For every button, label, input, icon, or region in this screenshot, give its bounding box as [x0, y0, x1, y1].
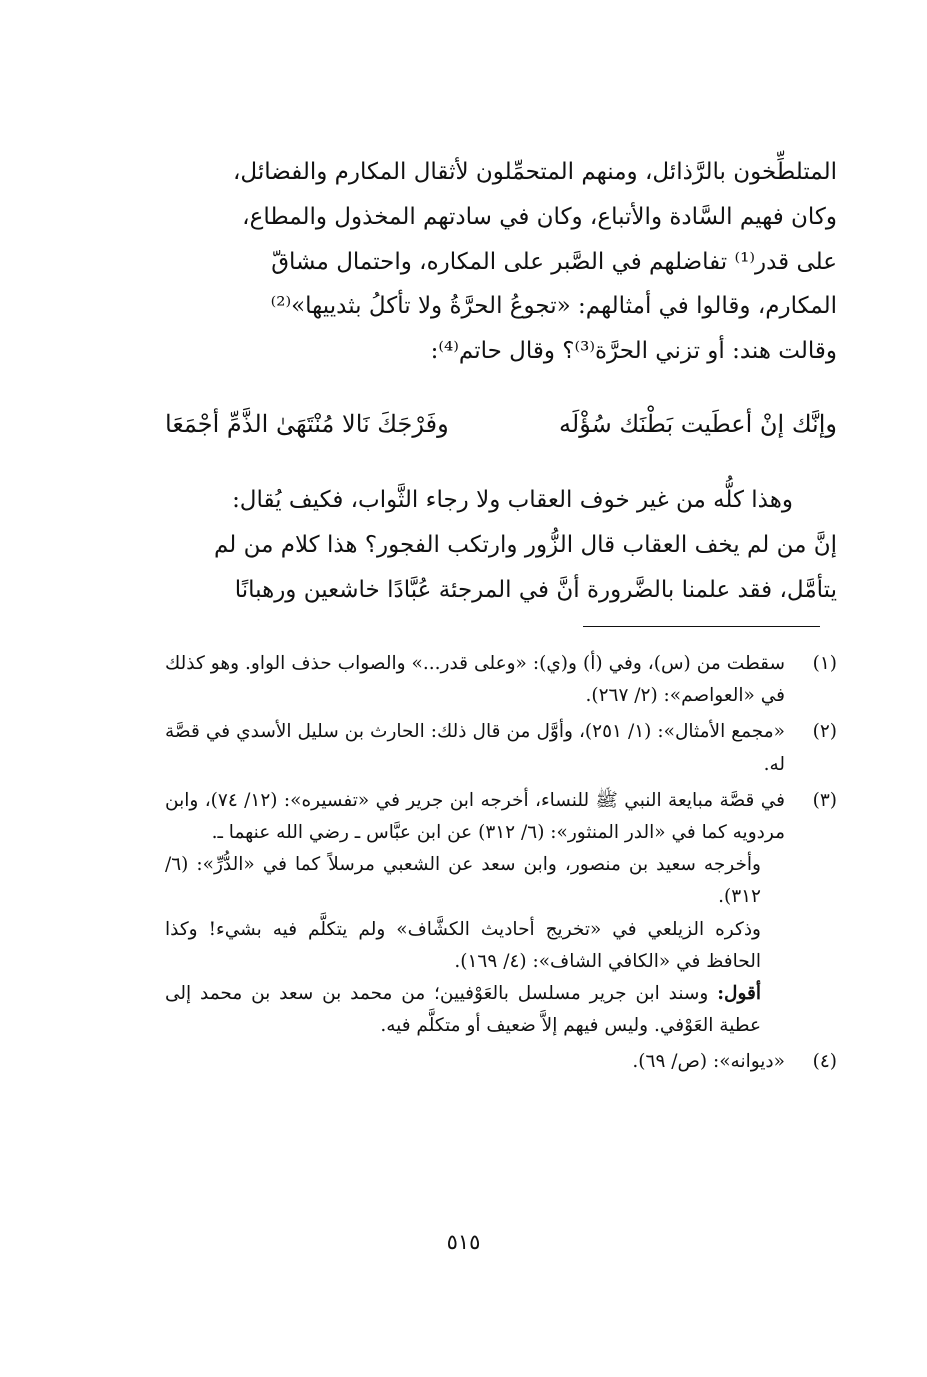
- text-line: وقالت هند: أو تزني الحرَّة⁽³⁾؟ وقال حاتم⁽⁴⁾:: [430, 338, 837, 365]
- footnote-1: [165, 648, 837, 712]
- text-line: على قدر⁽¹⁾ تفاضلهم في الصَّبر على المكاره، واحتمال مشاقّ: [271, 248, 837, 275]
- footnote-comment-label: أقول:: [717, 983, 761, 1005]
- footnote-text: «مجمع الأمثال»: (١/ ٢٥١)، وأوَّل من قال ذلك: الحارث بن سليل الأسدي في قصَّة له.: [165, 721, 785, 775]
- verse-first-hemistich: وإنَّك إنْ أعطَيت بَطْنَك سُؤْلَه: [559, 410, 837, 438]
- footnote-separator: [583, 626, 820, 627]
- footnote-number: (٣): [812, 789, 837, 811]
- verse-second-hemistich: وفَرْجَكَ نَالا مُنْتَهَىٰ الذَّمِّ أجْمَعَا: [165, 410, 449, 438]
- text-line: وهذا كلُّه من غير خوف العقاب ولا رجاء الثَّواب، فكيف يُقال:: [232, 487, 793, 513]
- footnote-text: «ديوانه»: (ص/ ٦٩).: [632, 1051, 785, 1073]
- text-line: وكان فهيم السَّادة والأتباع، وكان في سادتهم المخذول والمطاع،: [242, 203, 837, 230]
- footnote-2: [165, 716, 837, 780]
- poetry-verse: [165, 402, 837, 446]
- footnote-number: (١): [812, 653, 837, 674]
- footnote-comment-text: وسند ابن جرير مسلسل بالعَوْفيين؛ من محمد بن سعد بن محمد إلى عطية العَوْفي. وليس فيهم إلاَّ ضعيف أو متكلَّم فيه.: [165, 983, 761, 1037]
- text-line: المتلطِّخون بالرَّذائل، ومنهم المتحمِّلون لأثقال المكارم والفضائل،: [233, 159, 837, 185]
- footnote-3: [165, 785, 837, 1043]
- main-text-continued: [165, 478, 837, 612]
- footnote-4: [165, 1046, 837, 1078]
- main-text: [165, 150, 837, 374]
- text-line: المكارم، وقالوا في أمثالهم: «تجوعُ الحرَّةُ ولا تأكلُ بثدييها»⁽²⁾: [270, 293, 837, 320]
- footnotes: [165, 648, 837, 1083]
- text-line: إنَّ من لم يخف العقاب قال الزُّور وارتكب الفجور؟ هذا كلام من لم: [213, 531, 837, 558]
- page-number: ٥١٥: [446, 1230, 481, 1254]
- footnote-text: وذكره الزيلعي في «تخريج أحاديث الكشَّاف» ولم يتكلَّم فيه بشيء! وكذا الحافظ في «الكافي الشاف»: (٤/ ١٦٩).: [165, 918, 761, 972]
- footnote-text: في قصَّة مبايعة النبي ﷺ للنساء، أخرجه ابن جرير في «تفسيره»: (١٢/ ٧٤)، وابن مردويه كما في «الدر المنثور»: (٦/ ٣١٢) عن ابن عبَّاس ـ رضي الله عنهما ـ.: [165, 789, 786, 844]
- footnote-number: (٢): [812, 721, 837, 743]
- footnote-text: وأخرجه سعيد بن منصور، وابن سعد عن الشعبي مرسلاً كما في «الدُّرِّ»: (٦/ ٣١٢).: [165, 854, 761, 908]
- footnote-number: (٤): [812, 1051, 837, 1073]
- text-line: يتأمَّل، فقد علمنا بالضَّرورة أنَّ في المرجئة عُبَّادًا خاشعين ورهبانًا: [234, 576, 837, 603]
- footnote-text: [165, 978, 785, 1042]
- footnote-text: سقطت من (س)، وفي (أ) و(ي): «وعلى قدر...» والصواب حذف الواو. وهو كذلك في «العواصم»: (٢/ ٢٦٧).: [165, 653, 785, 707]
